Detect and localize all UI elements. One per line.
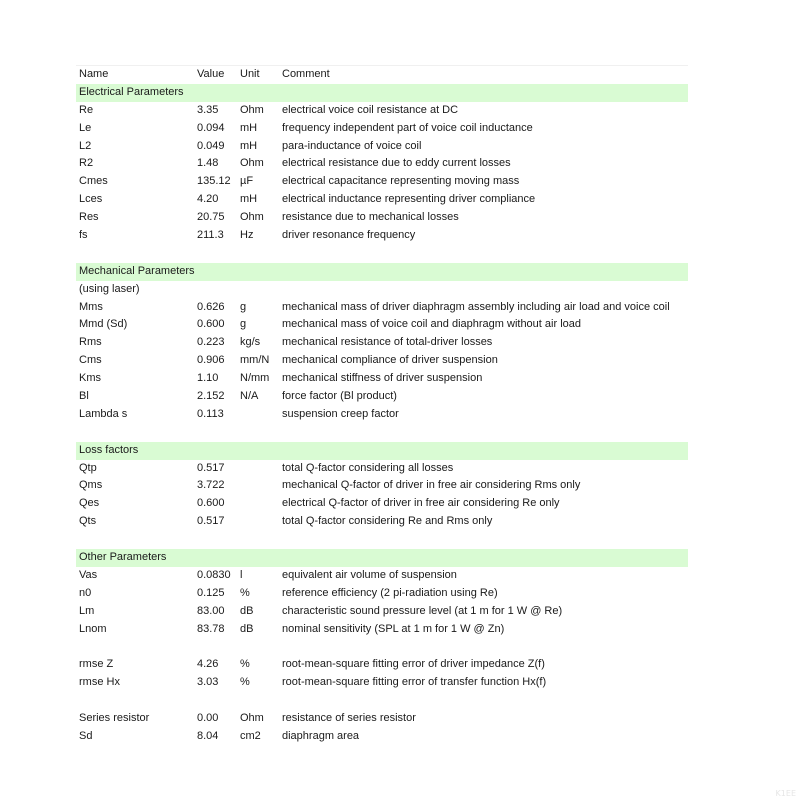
corner-watermark: K1EE xyxy=(775,789,796,798)
param-value: 3.722 xyxy=(197,479,225,492)
param-value: 0.517 xyxy=(197,461,225,474)
param-name: Rms xyxy=(79,336,102,349)
param-name: Qts xyxy=(79,515,97,528)
parameter-table xyxy=(76,65,688,746)
param-unit: dB xyxy=(240,622,254,635)
param-unit: % xyxy=(240,586,250,599)
table-row xyxy=(76,513,688,531)
param-comment: total Q-factor considering all losses xyxy=(282,461,454,474)
param-comment: resistance due to mechanical losses xyxy=(282,211,459,224)
param-unit: N/mm xyxy=(240,372,270,385)
param-name: Re xyxy=(79,103,94,116)
param-name: Lm xyxy=(79,604,95,617)
param-value: 0.626 xyxy=(197,300,225,313)
param-value: 0.113 xyxy=(197,407,224,420)
param-name: Kms xyxy=(79,372,101,385)
param-value: 1.10 xyxy=(197,372,219,385)
table-row xyxy=(76,495,688,513)
param-comment: suspension creep factor xyxy=(282,407,399,420)
param-comment: diaphragm area xyxy=(282,729,360,742)
table-row xyxy=(76,406,688,424)
table-row xyxy=(76,585,688,603)
section-title: Electrical Parameters xyxy=(79,85,184,98)
table-row xyxy=(76,567,688,585)
section-title: Other Parameters xyxy=(79,551,167,564)
param-unit: cm2 xyxy=(240,729,261,742)
param-comment: mechanical stiffness of driver suspension xyxy=(282,372,483,385)
param-name: Mms xyxy=(79,300,103,313)
param-name: Cmes xyxy=(79,175,108,188)
param-name: Qes xyxy=(79,497,100,510)
param-name: Qtp xyxy=(79,461,97,474)
param-comment: mechanical resistance of total-driver losses xyxy=(282,336,493,349)
param-name: fs xyxy=(79,229,88,242)
param-comment: reference efficiency (2 pi-radiation using Re) xyxy=(282,586,498,599)
param-value: 2.152 xyxy=(197,390,225,403)
param-comment: mechanical mass of voice coil and diaphragm without air load xyxy=(282,318,581,331)
blank-row xyxy=(76,639,688,657)
param-unit: Ohm xyxy=(240,103,264,116)
param-comment: frequency independent part of voice coil inductance xyxy=(282,121,533,134)
param-unit: g xyxy=(240,318,247,331)
param-comment: electrical inductance representing driver compliance xyxy=(282,193,536,206)
param-name: Bl xyxy=(79,390,89,403)
section-header-row xyxy=(76,84,688,102)
param-name: Le xyxy=(79,121,92,134)
param-comment: mechanical compliance of driver suspension xyxy=(282,354,498,367)
param-comment: total Q-factor considering Re and Rms only xyxy=(282,515,493,528)
blank-row xyxy=(76,245,688,263)
table-row xyxy=(76,621,688,639)
table-row xyxy=(76,656,688,674)
param-name: Lnom xyxy=(79,622,107,635)
param-name: Series resistor xyxy=(79,712,150,725)
param-comment: force factor (Bl product) xyxy=(282,390,397,403)
param-unit: Ohm xyxy=(240,211,264,224)
table-row xyxy=(76,120,688,138)
param-value: 0.600 xyxy=(197,497,225,510)
param-comment: electrical voice coil resistance at DC xyxy=(282,103,459,116)
param-name: (using laser) xyxy=(79,282,140,295)
table-row xyxy=(76,155,688,173)
param-value: 0.517 xyxy=(197,515,225,528)
param-name: Vas xyxy=(79,568,98,581)
param-comment: nominal sensitivity (SPL at 1 m for 1 W @ Zn) xyxy=(282,622,505,635)
param-comment: root-mean-square fitting error of transfer function Hx(f) xyxy=(282,676,547,689)
param-value: 0.600 xyxy=(197,318,225,331)
param-unit: mH xyxy=(240,193,258,206)
param-name: Lces xyxy=(79,193,103,206)
table-row xyxy=(76,603,688,621)
param-value: 4.26 xyxy=(197,658,219,671)
param-comment: resistance of series resistor xyxy=(282,712,416,725)
table-row xyxy=(76,370,688,388)
section-header-row xyxy=(76,263,688,281)
param-value: 4.20 xyxy=(197,193,219,206)
column-header-value: Value xyxy=(197,68,225,80)
column-header-name: Name xyxy=(79,68,109,80)
param-unit: Ohm xyxy=(240,712,264,725)
section-title: Loss factors xyxy=(79,443,139,456)
blank-row xyxy=(76,692,688,710)
param-unit: Hz xyxy=(240,229,254,242)
blank-row xyxy=(76,531,688,549)
param-name: rmse Hx xyxy=(79,676,120,689)
table-row xyxy=(76,281,688,299)
param-comment: electrical Q-factor of driver in free air considering Re only xyxy=(282,497,560,510)
table-row xyxy=(76,102,688,120)
param-value: 8.04 xyxy=(197,729,219,742)
param-value: 83.78 xyxy=(197,622,225,635)
table-row xyxy=(76,334,688,352)
table-row xyxy=(76,227,688,245)
section-header-row xyxy=(76,442,688,460)
param-name: L2 xyxy=(79,139,92,152)
param-unit: mm/N xyxy=(240,354,270,367)
param-comment: characteristic sound pressure level (at 1 m for 1 W @ Re) xyxy=(282,604,563,617)
param-value: 0.125 xyxy=(197,586,225,599)
param-value: 0.049 xyxy=(197,139,225,152)
param-name: Sd xyxy=(79,729,93,742)
param-unit: kg/s xyxy=(240,336,261,349)
table-header-row xyxy=(76,65,688,84)
table-row xyxy=(76,460,688,478)
column-header-comment: Comment xyxy=(282,68,330,80)
param-name: rmse Z xyxy=(79,658,114,671)
param-comment: electrical capacitance representing moving mass xyxy=(282,175,520,188)
param-unit: N/A xyxy=(240,390,259,403)
param-comment: mechanical Q-factor of driver in free air considering Rms only xyxy=(282,479,581,492)
param-comment: root-mean-square fitting error of driver impedance Z(f) xyxy=(282,658,545,671)
table-row xyxy=(76,388,688,406)
param-unit: µF xyxy=(240,175,254,188)
param-comment: equivalent air volume of suspension xyxy=(282,568,457,581)
blank-row xyxy=(76,424,688,442)
table-row xyxy=(76,674,688,692)
param-value: 135.12 xyxy=(197,175,231,188)
table-row xyxy=(76,477,688,495)
param-value: 211.3 xyxy=(197,229,224,242)
table-row xyxy=(76,209,688,227)
param-value: 3.35 xyxy=(197,103,219,116)
table-row xyxy=(76,710,688,728)
column-header-unit: Unit xyxy=(240,68,260,80)
param-value: 0.00 xyxy=(197,712,219,725)
param-name: Lambda s xyxy=(79,407,128,420)
param-unit: % xyxy=(240,658,250,671)
table-row xyxy=(76,138,688,156)
param-unit: l xyxy=(240,568,243,581)
param-comment: mechanical mass of driver diaphragm assembly including air load and voice coil xyxy=(282,300,670,313)
param-value: 20.75 xyxy=(197,211,225,224)
param-name: Qms xyxy=(79,479,103,492)
param-comment: para-inductance of voice coil xyxy=(282,139,422,152)
table-row xyxy=(76,316,688,334)
table-row xyxy=(76,299,688,317)
param-name: Cms xyxy=(79,354,102,367)
param-value: 83.00 xyxy=(197,604,225,617)
param-value: 1.48 xyxy=(197,157,219,170)
section-title: Mechanical Parameters xyxy=(79,264,195,277)
section-header-row xyxy=(76,549,688,567)
param-unit: dB xyxy=(240,604,254,617)
table-row xyxy=(76,191,688,209)
param-value: 0.906 xyxy=(197,354,225,367)
param-value: 0.223 xyxy=(197,336,225,349)
param-name: Mmd (Sd) xyxy=(79,318,128,331)
param-name: n0 xyxy=(79,586,92,599)
table-row xyxy=(76,173,688,191)
table-row xyxy=(76,728,688,746)
param-name: R2 xyxy=(79,157,94,170)
param-value: 3.03 xyxy=(197,676,219,689)
param-unit: % xyxy=(240,676,250,689)
param-value: 0.094 xyxy=(197,121,225,134)
table-body xyxy=(76,84,688,746)
param-unit: Ohm xyxy=(240,157,264,170)
param-value: 0.0830 xyxy=(197,568,231,581)
param-unit: g xyxy=(240,300,247,313)
param-comment: electrical resistance due to eddy current losses xyxy=(282,157,511,170)
param-comment: driver resonance frequency xyxy=(282,229,416,242)
param-unit: mH xyxy=(240,121,258,134)
table-row xyxy=(76,352,688,370)
param-unit: mH xyxy=(240,139,258,152)
param-name: Res xyxy=(79,211,99,224)
